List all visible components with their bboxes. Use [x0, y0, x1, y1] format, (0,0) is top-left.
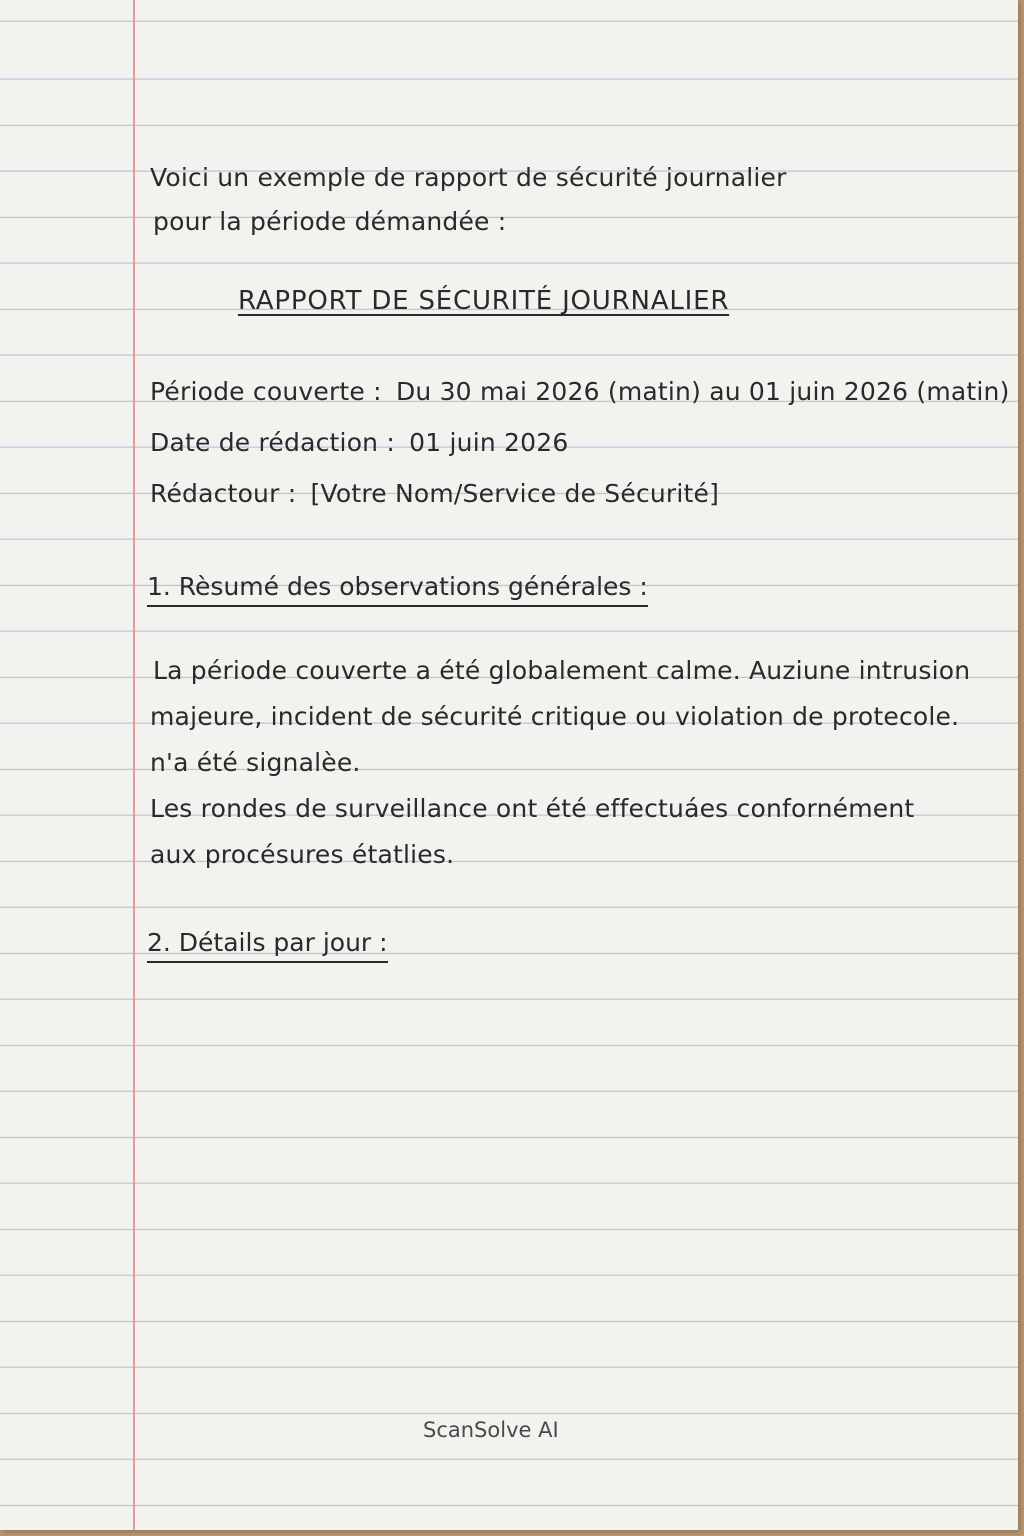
section-1-line: n'a été signalèe.	[150, 748, 361, 777]
section-2-heading: 2. Détails par jour :	[147, 928, 388, 963]
period-label: Période couverte :	[150, 377, 382, 406]
author-value: [Votre Nom/Service de Sécurité]	[310, 479, 720, 508]
section-1-line: Les rondes de surveillance ont été effectuáes confornément	[150, 794, 915, 823]
author-row	[150, 479, 719, 509]
date-label: Date de rédaction :	[150, 428, 395, 457]
report-title: RAPPORT DE SÉCURITÉ JOURNALIER	[238, 286, 730, 316]
intro-line-2: pour la période démandée :	[153, 207, 507, 236]
section-1-line: aux procésures étatlies.	[150, 840, 455, 869]
section-1-line: majeure, incident de sécurité critique ou violation de protecole.	[150, 702, 960, 731]
date-row	[150, 428, 568, 458]
intro-line-1: Voici un exemple de rapport de sécurité journalier	[150, 163, 787, 192]
period-value: Du 30 mai 2026 (matin) au 01 juin 2026 (matin)	[395, 377, 1010, 406]
period-row	[150, 377, 1010, 407]
section-1-line: La période couverte a été globalement calme. Auziune intrusion	[153, 656, 971, 685]
margin-line	[133, 0, 135, 1530]
footer-watermark: ScanSolve AI	[423, 1418, 559, 1442]
section-1-heading: 1. Rèsumé des observations générales :	[147, 572, 648, 607]
date-value: 01 juin 2026	[409, 428, 569, 457]
author-label: Rédactour :	[150, 479, 297, 508]
